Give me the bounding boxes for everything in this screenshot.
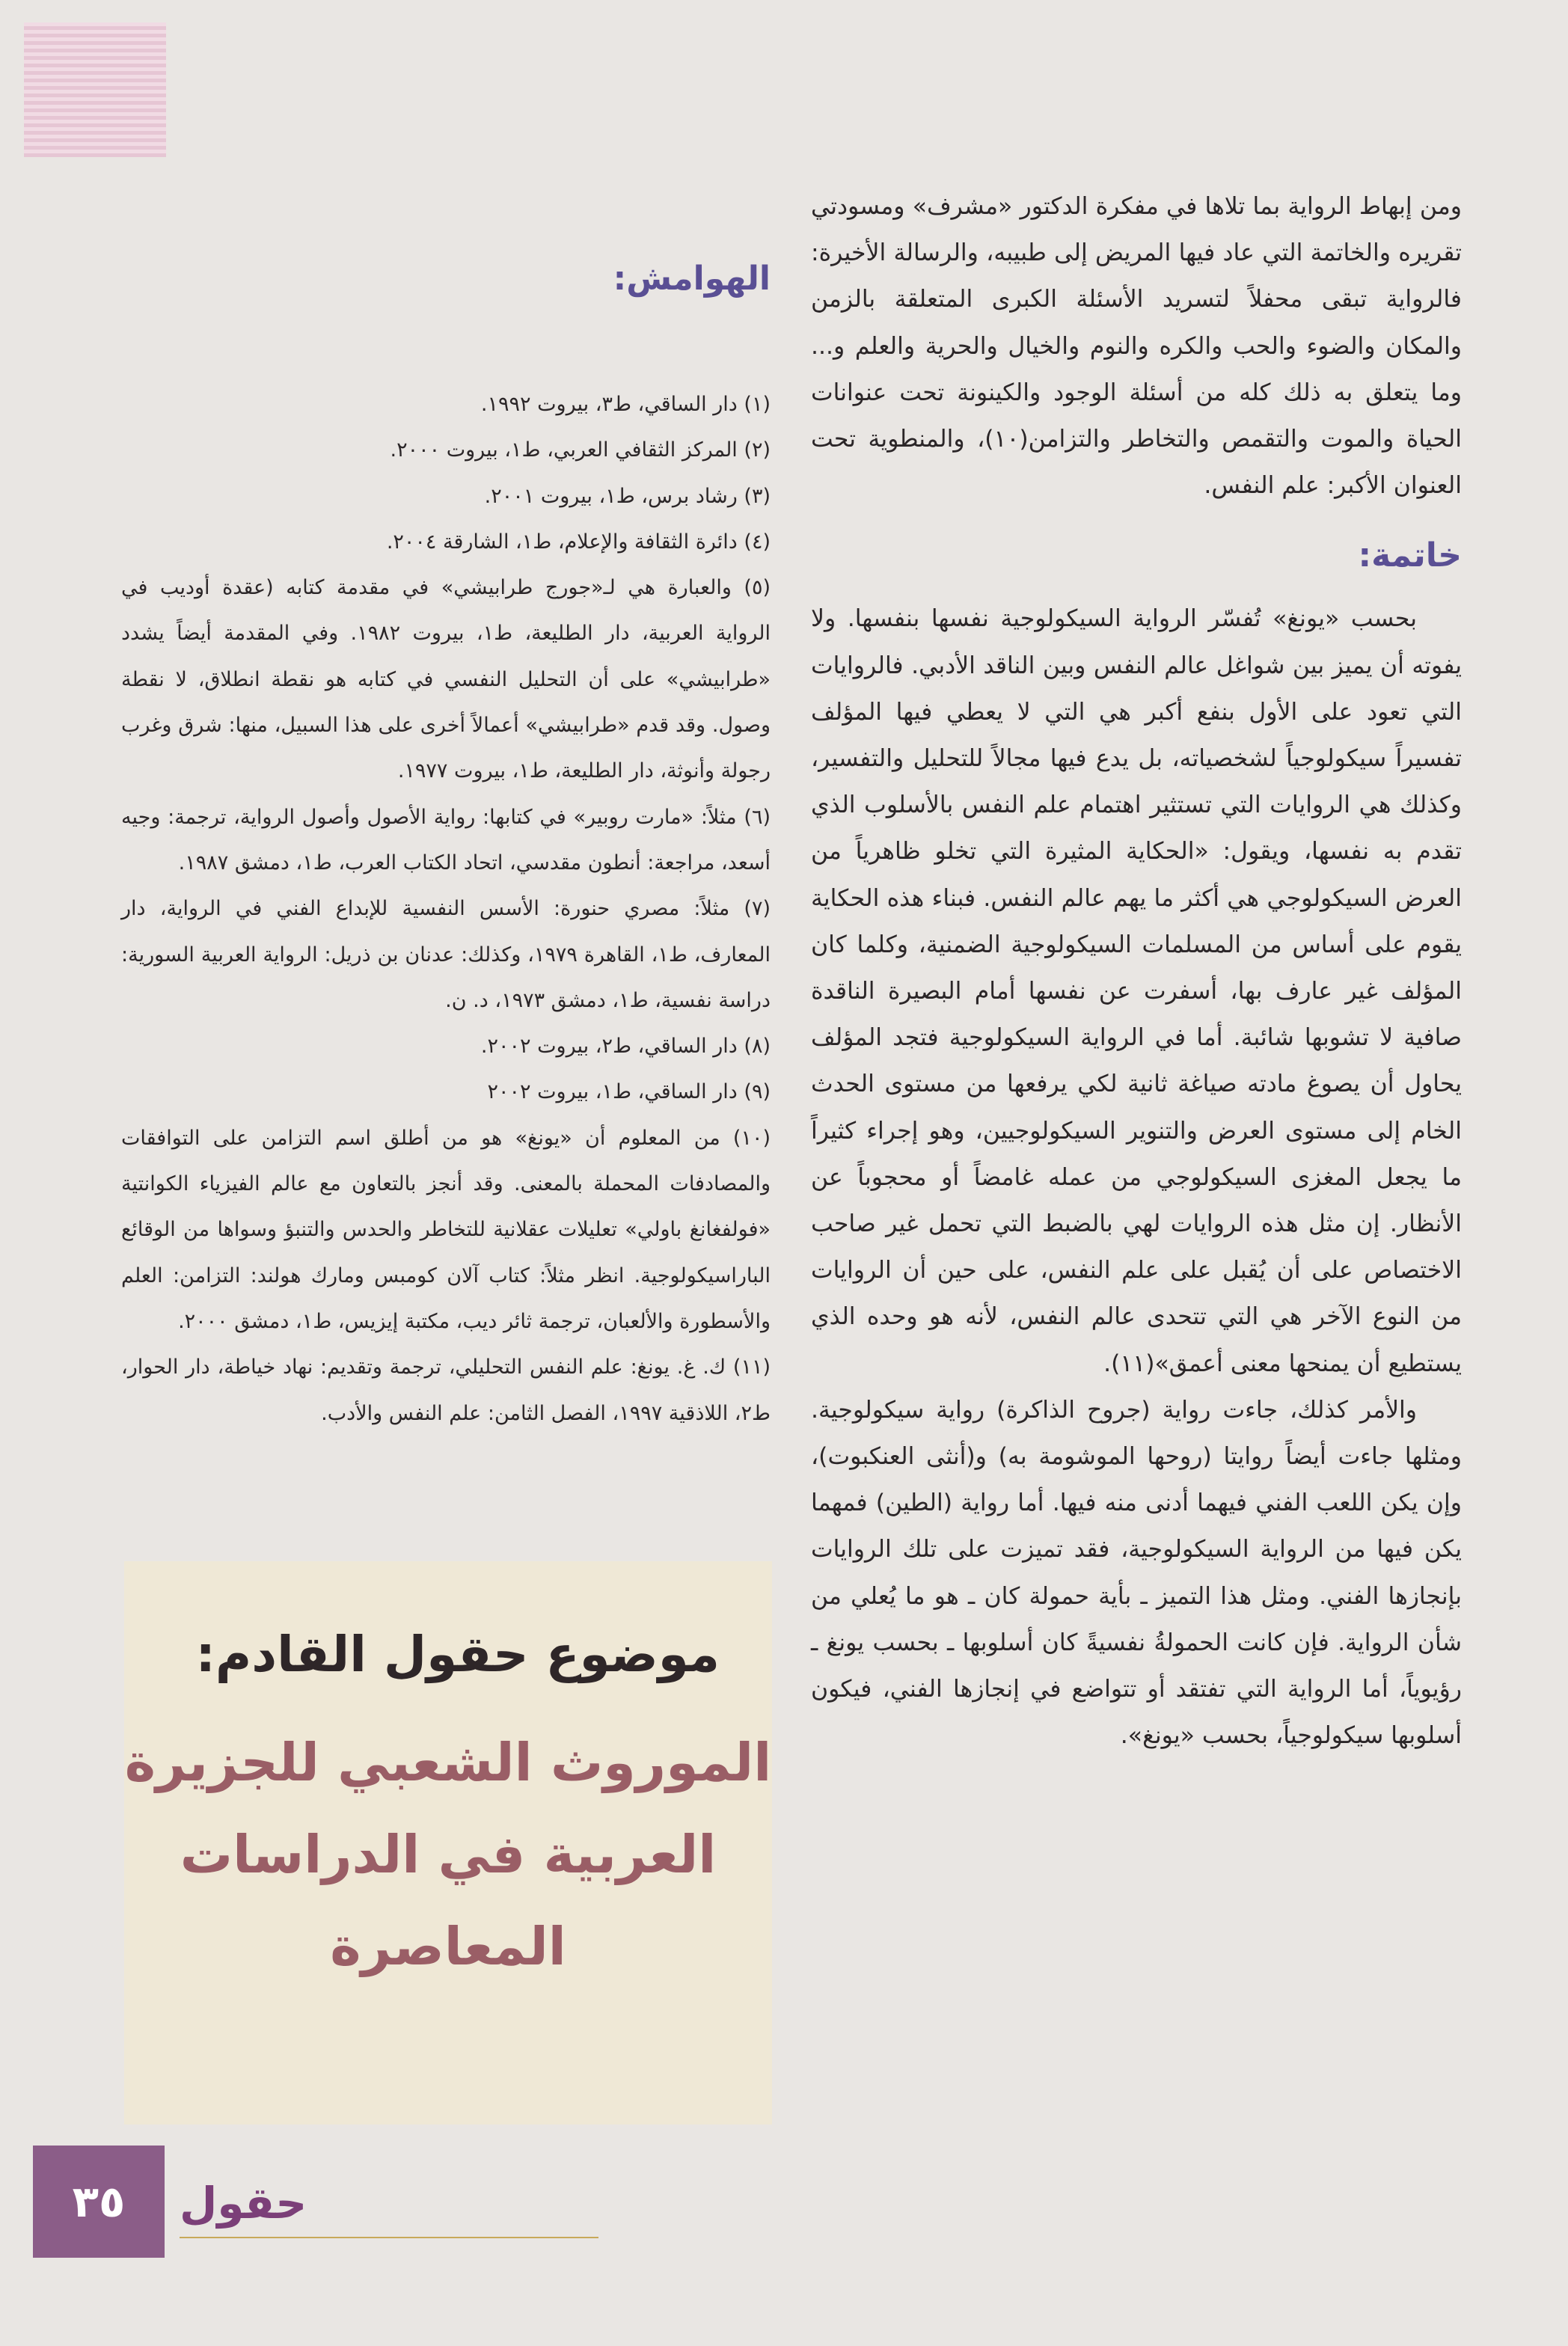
footnote-item: (١١) ك. غ. يونغ: علم النفس التحليلي، ترجمة وتقديم: نهاد خياطة، دار الحوار، ط٢، اللاذقية ١٩٩٧، الفصل الثامن: علم النفس والأدب. (121, 1356, 771, 1425)
footnote-item: (٦) مثلاً: «مارت روبير» في كتابها: رواية الأصول وأصول الرواية، ترجمة: وجيه أسعد، مراجعة: أنطون مقدسي، اتحاد الكتاب العرب، ط١، دمشق ١٩٨٧. (121, 805, 771, 875)
footnotes-title: الهوامش: (613, 260, 771, 298)
next-issue-topic-line: العربية في الدراسات (180, 1824, 717, 1885)
footnote-item: (٩) دار الساقي، ط١، بيروت ٢٠٠٢ (487, 1080, 771, 1104)
next-issue-lead: موضوع حقول القادم: (195, 1626, 720, 1683)
footnote-item: (١) دار الساقي، ط٣، بيروت ١٩٩٢. (480, 393, 771, 416)
footnote-item: (٢) المركز الثقافي العربي، ط١، بيروت ٢٠٠٠. (390, 438, 771, 462)
article-paragraph: ومن إبهاط الرواية بما تلاها في مفكرة الدكتور «مشرف» ومسودتي تقريره والخاتمة التي عاد فيها المريض إلى طبيبه، والرسالة الأخيرة: فالرواية تبقى محفلاً لتسريد الأسئلة الكبرى المتعلقة بالزمن والمكان والضوء والحب والكره والنوم والخيال والحرية والعلم و... وما يتعلق به ذلك كله من أسئلة الوجود والكينونة تحت عنوانات الحياة والموت والتقمص والتخاطر والتزامن(١٠)، والمنطوية تحت العنوان الأكبر: علم النفس. (811, 193, 1462, 500)
corner-decoration (24, 22, 166, 157)
footnote-item: (٤) دائرة الثقافة والإعلام، ط١، الشارقة ٢٠٠٤. (386, 530, 771, 554)
page-number: ٣٥ (33, 2146, 165, 2258)
footnote-item: (٥) والعبارة هي لـ«جورج طرابيشي» في مقدمة كتابه (عقدة أوديب في الرواية العربية، دار الطليعة، ط١، بيروت ١٩٨٢. وفي المقدمة أيضاً يشدد «طرابيشي» على أن التحليل النفسي في كتابه هو نقطة انطلاق، لا نقطة وصول. وقد قدم «طرابيشي» أعمالاً أخرى على هذا السبيل، منها: شرق وغرب رجولة وأنوثة، دار الطليعة، ط١، بيروت ١٩٧٧. (121, 576, 771, 783)
next-issue-topic-line: المعاصرة (330, 1916, 566, 1977)
main-article-column (811, 183, 1462, 1760)
article-paragraph: بحسب «يونغ» تُفسّر الرواية السيكولوجية نفسها بنفسها. ولا يفوته أن يميز بين شواغل عالم النفس وبين الناقد الأدبي. فالروايات التي تعود على الأول بنفع أكبر هي التي لا يعطي فيها المؤلف تفسيراً سيكولوجياً لشخصياته، بل يدع فيها مجالاً للتحليل والتفسير، وكذلك هي الروايات التي تستثير اهتمام علم النفس بالأسلوب الذي تقدم به نفسها، ويقول: «الحكاية المثيرة التي تخلو ظاهرياً من العرض السيكولوجي هي أكثر ما يهم عالم النفس. فبناء هذه الحكاية يقوم على أساس من المسلمات السيكولوجية الضمنية، وكلما كان المؤلف غير عارف بها، أسفرت عن نفسها أمام البصيرة الناقدة صافية لا تشوبها شائبة. أما في الرواية السيكولوجية فتجد المؤلف يحاول أن يصوغ مادته صياغة ثانية لكي يرفعها من مستوى الحدث الخام إلى مستوى العرض والتنوير السيكولوجيين، وهو إجراء كثيراً ما يجعل المغزى السيكولوجي من عمله غامضاً أو محجوباً عن الأنظار. إن مثل هذه الروايات لهي بالضبط التي تحمل غير صاحب الاختصاص على أن يُقبل على علم النفس، على حين أن الروايات من النوع الآخر هي التي تتحدى عالم النفس، لأنه هو وحده الذي يستطيع أن يمنحها معنى أعمق»(١١). (811, 605, 1462, 1377)
footnotes-column (121, 382, 771, 1436)
footnote-item: (٣) رشاد برس، ط١، بيروت ٢٠٠١. (484, 484, 771, 508)
next-issue-box (124, 1561, 772, 2125)
article-paragraph: والأمر كذلك، جاءت رواية (جروح الذاكرة) رواية سيكولوجية. ومثلها جاءت أيضاً روايتا (روحها الموشومة به) و(أنثى العنكبوت)، وإن يكن اللعب الفني فيهما أدنى منه فيها. أما رواية (الطين) فمهما يكن فيها من الرواية السيكولوجية، فقد تميزت على تلك الروايات بإنجازها الفني. ومثل هذا التميز ـ بأية حمولة كان ـ هو ما يُعلي من شأن الرواية. فإن كانت الحمولةُ نفسيةً كان أسلوبها ـ بحسب يونغ ـ رؤيوياً، أما الرواية التي تفتقد أو تتواضع في إنجازها الفني، فيكون أسلوبها سيكولوجياً، بحسب «يونغ». (811, 1396, 1462, 1750)
footnote-item: (٨) دار الساقي، ط٢، بيروت ٢٠٠٢. (480, 1035, 771, 1059)
conclusion-heading: خاتمة: (1358, 536, 1462, 575)
footnote-item: (١٠) من المعلوم أن «يونغ» هو من أطلق اسم التزامن على التوافقات والمصادفات المحملة بالمعنى. وقد أنجز بالتعاون مع عالم الفيزياء الكوانتية «فولفغانغ باولي» تعليلات عقلانية للتخاطر والحدس والتنبؤ وسواها من الوقائع الباراسيكولوجية. انظر مثلاً: كتاب آلان كومبس ومارك هولند: التزامن: العلم والأسطورة والألعبان، ترجمة ثائر ديب، مكتبة إيزيس، ط١، دمشق ٢٠٠٠. (121, 1126, 771, 1333)
next-issue-topic-line: الموروث الشعبي للجزيرة (124, 1732, 772, 1793)
footer-rule (180, 2237, 598, 2238)
footnote-item: (٧) مثلاً: مصري حنورة: الأسس النفسية للإبداع الفني في الرواية، دار المعارف، ط١، القاهرة ١٩٧٩، وكذلك: عدنان بن ذريل: الرواية العربية السورية: دراسة نفسية، ط١، دمشق ١٩٧٣، د. ن. (121, 897, 771, 1012)
magazine-logo: حقول (180, 2178, 307, 2229)
next-issue-topic (124, 1717, 772, 1993)
